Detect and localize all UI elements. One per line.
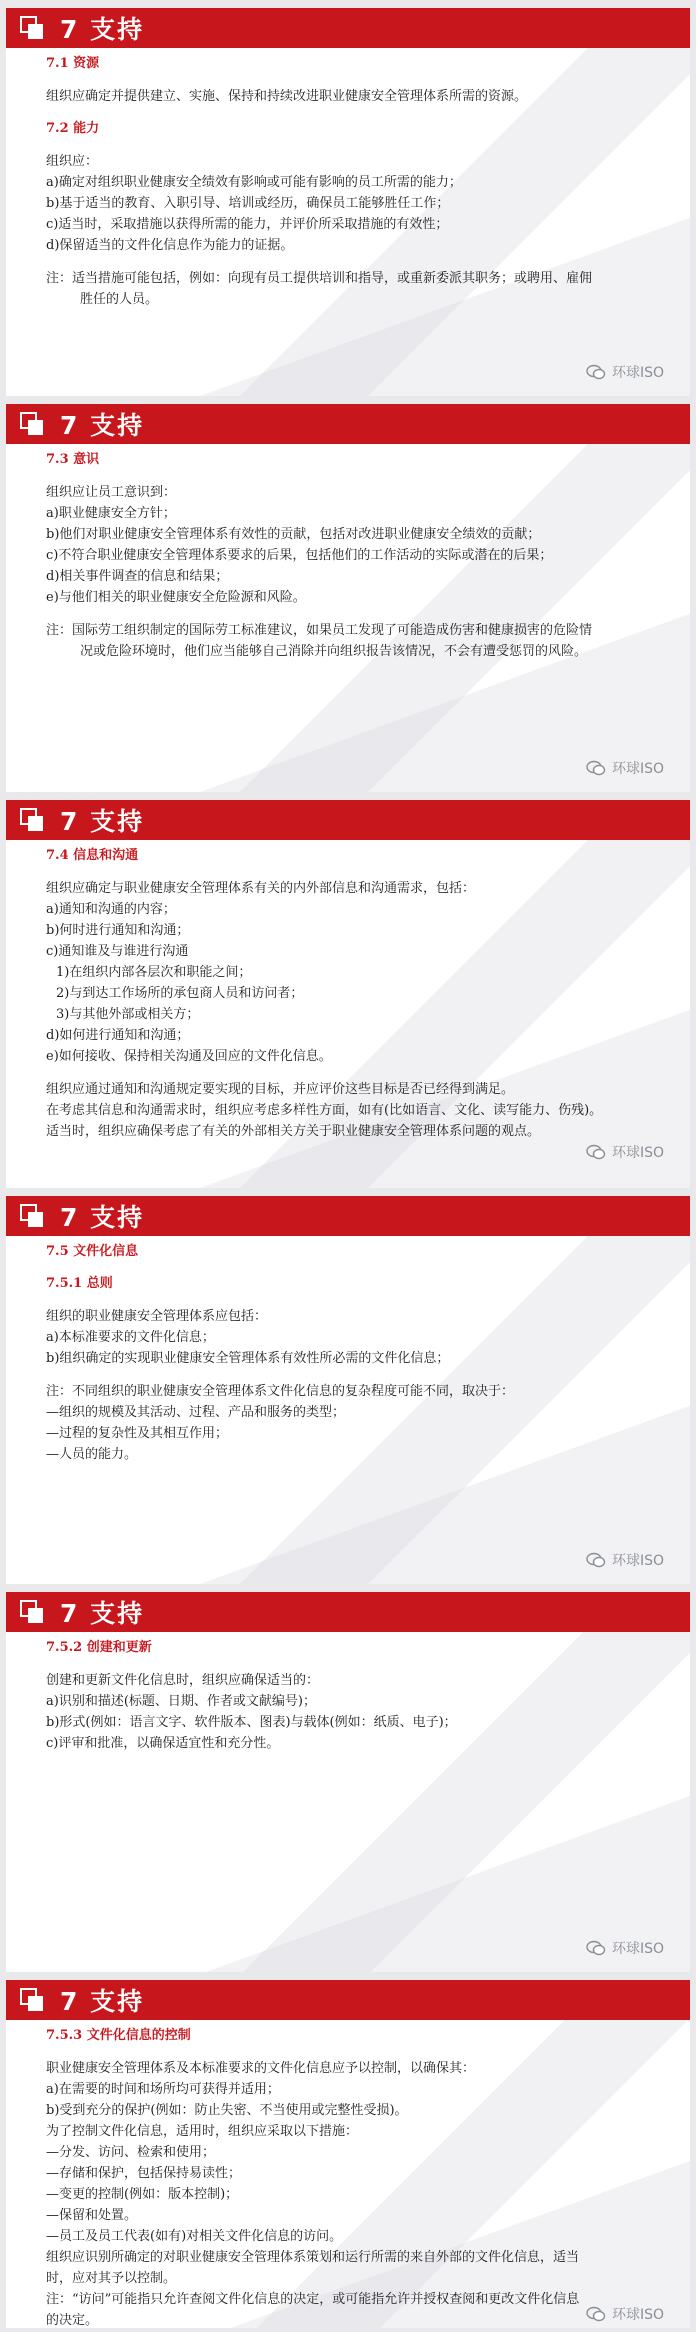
spacer <box>46 256 666 268</box>
chapter-header <box>6 8 690 48</box>
chapter-squares-icon <box>20 16 44 40</box>
wechat-icon <box>586 1940 606 1956</box>
section-heading: 7.3 意识 <box>46 452 100 467</box>
watermark-text: 环球ISO <box>611 1145 664 1161</box>
slide-7-3 <box>6 404 690 792</box>
text-line: —保留和处置。 <box>46 2208 138 2223</box>
slide-content <box>46 846 666 1142</box>
chapter-squares-icon <box>20 1600 44 1624</box>
spacer <box>46 74 666 86</box>
text-line: a)在需要的时间和场所均可获得并适用； <box>46 2082 280 2097</box>
text-line: —分发、访问、检索和使用； <box>46 2145 216 2160</box>
text-line: 组织的职业健康安全管理体系应包括： <box>46 1309 268 1324</box>
text-line: d)相关事件调查的信息和结果； <box>46 569 229 584</box>
slide-7-5-3 <box>6 1980 690 2328</box>
spacer <box>46 470 666 482</box>
text-line: d)保留适当的文件化信息作为能力的证据。 <box>46 238 294 253</box>
slide-content <box>46 450 666 662</box>
section-heading: 7.5.3 文件化信息的控制 <box>46 2028 191 2043</box>
section-heading: 7.5.2 创建和更新 <box>46 1640 152 1655</box>
text-line: 3)与其他外部或相关方； <box>56 1007 200 1022</box>
watermark-text: 环球ISO <box>611 761 664 777</box>
watermark-text: 环球ISO <box>611 365 664 381</box>
text-line: 注：不同组织的职业健康安全管理体系文件化信息的复杂程度可能不同，取决于： <box>46 1384 515 1399</box>
text-line: d)如何进行通知和沟通； <box>46 1028 190 1043</box>
spacer <box>46 608 666 620</box>
wechat-icon <box>586 1552 606 1568</box>
spacer <box>46 1294 666 1306</box>
text-line: —人员的能力。 <box>46 1447 138 1462</box>
text-line: b)受到充分的保护(例如：防止失密、不当使用或完整性受损)。 <box>46 2103 408 2118</box>
text-line: 组织应确定与职业健康安全管理体系有关的内外部信息和沟通需求，包括： <box>46 881 476 896</box>
spacer <box>46 1658 666 1670</box>
text-line: 注：“访问”可能指只允许查阅文件化信息的决定，或可能指允许并授权查阅和更改文件化信息 <box>46 2292 580 2307</box>
text-line: —员工及员工代表(如有)对相关文件化信息的访问。 <box>46 2229 343 2244</box>
text-line: —过程的复杂性及其相互作用； <box>46 1426 229 1441</box>
chapter-header <box>6 800 690 840</box>
spacer <box>46 139 666 151</box>
text-line: c)评审和批准，以确保适宜性和充分性。 <box>46 1736 280 1751</box>
chapter-header <box>6 1196 690 1236</box>
text-line: 组织应确定并提供建立、实施、保持和持续改进职业健康安全管理体系所需的资源。 <box>46 89 528 104</box>
text-line: a)本标准要求的文件化信息； <box>46 1330 215 1345</box>
section-heading: 7.4 信息和沟通 <box>46 848 139 863</box>
chapter-squares-icon <box>20 1988 44 2012</box>
text-line: 组织应通过通知和沟通规定要实现的目标，并应评价这些目标是否已经得到满足。 <box>46 1082 515 1097</box>
text-line: a)通知和沟通的内容； <box>46 902 176 917</box>
text-line: a)识别和描述(标题、日期、作者或文献编号)； <box>46 1694 316 1709</box>
chapter-squares-icon <box>20 1204 44 1228</box>
slide-content <box>46 1242 666 1465</box>
section-heading: 7.5.1 总则 <box>46 1276 113 1291</box>
text-line: c)不符合职业健康安全管理体系要求的后果，包括他们的工作活动的实际或潜在的后果； <box>46 548 553 563</box>
text-line: 为了控制文件化信息，适用时，组织应采取以下措施： <box>46 2124 359 2139</box>
chapter-title: 7 支持 <box>60 15 145 44</box>
spacer <box>46 1262 666 1274</box>
text-line: —组织的规模及其活动、过程、产品和服务的类型； <box>46 1405 346 1420</box>
text-line: 况或危险环境时，他们应当能够自己消除并向组织报告该情况，不会有遭受惩罚的风险。 <box>80 644 588 659</box>
text-line: 适当时，组织应确保考虑了有关的外部相关方关于职业健康安全管理体系问题的观点。 <box>46 1124 541 1139</box>
watermark <box>586 758 664 778</box>
wechat-icon <box>586 1144 606 1160</box>
text-line: b)他们对职业健康安全管理体系有效性的贡献，包括对改进职业健康安全绩效的贡献； <box>46 527 541 542</box>
watermark <box>586 1938 664 1958</box>
watermark-text: 环球ISO <box>611 2307 664 2323</box>
text-line: 在考虑其信息和沟通需求时，组织应考虑多样性方面，如有(比如语言、文化、读写能力、伤残)。 <box>46 1103 603 1118</box>
text-line: 注：适当措施可能包括，例如：向现有员工提供培训和指导，或重新委派其职务；或聘用、雇佣 <box>46 271 593 286</box>
watermark <box>586 2304 664 2324</box>
text-line: —存储和保护，包括保持易读性； <box>46 2166 242 2181</box>
wechat-icon <box>586 2306 606 2322</box>
section-heading: 7.1 资源 <box>46 56 100 71</box>
text-line: e)如何接收、保持相关沟通及回应的文件化信息。 <box>46 1049 332 1064</box>
text-line: 的决定。 <box>46 2313 99 2328</box>
wechat-icon <box>586 364 606 380</box>
watermark <box>586 1550 664 1570</box>
slide-7-4 <box>6 800 690 1188</box>
chapter-title: 7 支持 <box>60 807 145 836</box>
text-line: e)与他们相关的职业健康安全危险源和风险。 <box>46 590 306 605</box>
slide-content <box>46 1638 666 1754</box>
slide-7-1-7-2 <box>6 8 690 396</box>
text-line: —变更的控制(例如：版本控制)； <box>46 2187 239 2202</box>
slide-content <box>46 2026 666 2328</box>
text-line: 组织应让员工意识到： <box>46 485 177 500</box>
section-heading: 7.5 文件化信息 <box>46 1244 139 1259</box>
text-line: 注：国际劳工组织制定的国际劳工标准建议，如果员工发现了可能造成伤害和健康损害的危险情 <box>46 623 593 638</box>
text-line: b)组织确定的实现职业健康安全管理体系有效性所必需的文件化信息； <box>46 1351 450 1366</box>
spacer <box>46 2046 666 2058</box>
text-line: b)形式(例如：语言文字、软件版本、图表)与载体(例如：纸质、电子)； <box>46 1715 457 1730</box>
text-line: b)何时进行通知和沟通； <box>46 923 190 938</box>
watermark <box>586 362 664 382</box>
text-line: a)职业健康安全方针； <box>46 506 176 521</box>
chapter-header <box>6 1980 690 2020</box>
text-line: a)确定对组织职业健康安全绩效有影响或可能有影响的员工所需的能力； <box>46 175 462 190</box>
text-line: 时，应对其予以控制。 <box>46 2271 177 2286</box>
slide-7-5-1 <box>6 1196 690 1584</box>
spacer <box>46 1067 666 1079</box>
text-line: c)适当时，采取措施以获得所需的能力，并评价所采取措施的有效性； <box>46 217 449 232</box>
text-line: 组织应识别所确定的对职业健康安全管理体系策划和运行所需的来自外部的文件化信息，适当 <box>46 2250 580 2265</box>
section-heading: 7.2 能力 <box>46 121 100 136</box>
slide-content <box>46 54 666 310</box>
watermark-text: 环球ISO <box>611 1553 664 1569</box>
text-line: 2)与到达工作场所的承包商人员和访问者； <box>56 986 304 1001</box>
chapter-squares-icon <box>20 808 44 832</box>
chapter-title: 7 支持 <box>60 1599 145 1628</box>
chapter-title: 7 支持 <box>60 411 145 440</box>
text-line: 1)在组织内部各层次和职能之间； <box>56 965 252 980</box>
text-line: c)通知谁及与谁进行沟通 <box>46 944 189 959</box>
watermark <box>586 1142 664 1162</box>
text-line: 组织应： <box>46 154 99 169</box>
spacer <box>46 1369 666 1381</box>
spacer <box>46 107 666 119</box>
text-line: b)基于适当的教育、入职引导、培训或经历，确保员工能够胜任工作； <box>46 196 450 211</box>
watermark-text: 环球ISO <box>611 1941 664 1957</box>
chapter-squares-icon <box>20 412 44 436</box>
chapter-title: 7 支持 <box>60 1987 145 2016</box>
slide-7-5-2 <box>6 1592 690 1972</box>
text-line: 胜任的人员。 <box>80 292 159 307</box>
chapter-header <box>6 1592 690 1632</box>
wechat-icon <box>586 760 606 776</box>
chapter-header <box>6 404 690 444</box>
spacer <box>46 866 666 878</box>
text-line: 职业健康安全管理体系及本标准要求的文件化信息应予以控制，以确保其： <box>46 2061 476 2076</box>
chapter-title: 7 支持 <box>60 1203 145 1232</box>
text-line: 创建和更新文件化信息时，组织应确保适当的： <box>46 1673 320 1688</box>
